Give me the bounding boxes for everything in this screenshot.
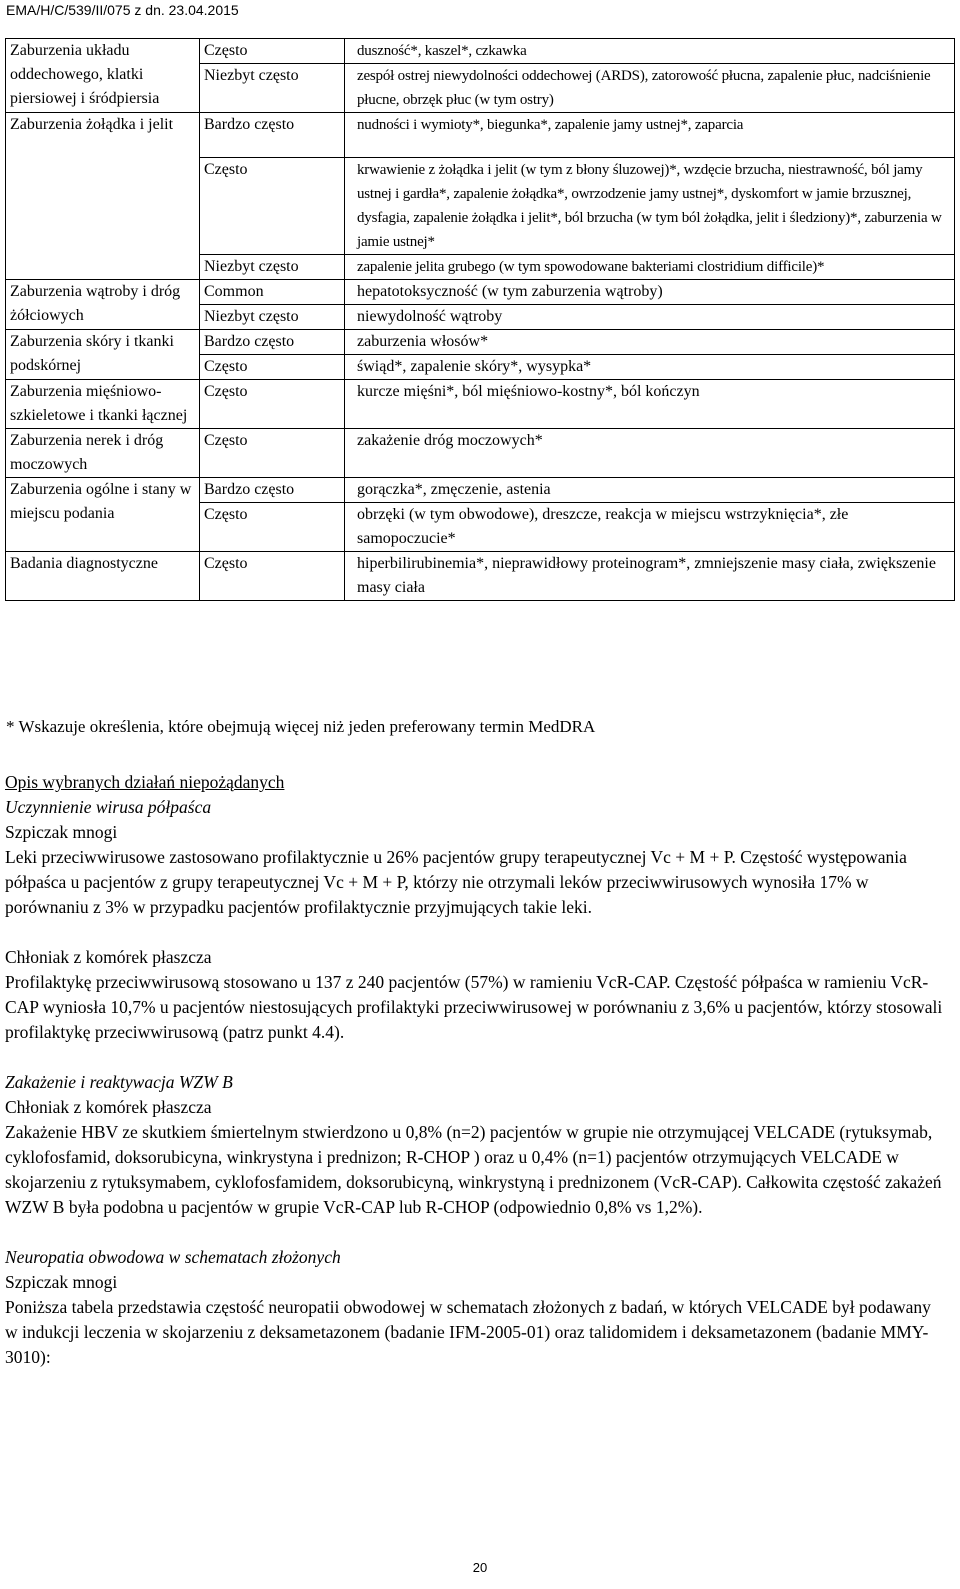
indication-label: Chłoniak z komórek płaszcza <box>5 1097 212 1117</box>
section-heading: Opis wybranych działań niepożądanych <box>5 772 285 792</box>
table-row <box>6 280 955 305</box>
soc-cell: Zaburzenia wątroby i dróg żółciowych <box>6 280 200 330</box>
frequency-cell: Niezbyt często <box>200 305 345 330</box>
frequency-cell: Niezbyt często <box>200 255 345 280</box>
document-reference: EMA/H/C/539/II/075 z dn. 23.04.2015 <box>6 2 239 18</box>
events-cell: zapalenie jelita grubego (w tym spowodowane bakteriami clostridium difficile)* <box>345 255 955 280</box>
frequency-cell: Bardzo często <box>200 113 345 158</box>
soc-cell: Badania diagnostyczne <box>6 552 200 601</box>
events-cell: hepatotoksyczność (w tym zaburzenia wątroby) <box>345 280 955 305</box>
frequency-cell: Często <box>200 429 345 478</box>
events-cell: krwawienie z żołądka i jelit (w tym z błony śluzowej)*, wzdęcie brzucha, niestrawność, ból jamy ustnej i gardła*, zapalenie żołądka*, owrzodzenie jamy ustnej*, dyskomfort w jamie brzusznej, dysfagia, zapalenie żołądka i jelit*, ból brzucha (w tym ból żołądka, jelit i śledziony)*, zaburzenia w jamie ustnej* <box>345 158 955 255</box>
table-footnote: * Wskazuje określenia, które obejmują więcej niż jeden preferowany termin MedDRA <box>6 717 596 736</box>
subsection-title: Neuropatia obwodowa w schematach złożonych <box>5 1247 341 1267</box>
events-cell: duszność*, kaszel*, czkawka <box>345 39 955 64</box>
soc-cell: Zaburzenia ogólne i stany w miejscu podania <box>6 478 200 552</box>
table-row <box>6 429 955 478</box>
frequency-cell: Często <box>200 380 345 429</box>
indication-label: Szpiczak mnogi <box>5 1272 118 1292</box>
events-cell: kurcze mięśni*, ból mięśniowo-kostny*, ból kończyn <box>345 380 955 429</box>
section-text <box>5 770 947 1370</box>
paragraph: Leki przeciwwirusowe zastosowano profilaktycznie u 26% pacjentów grupy terapeutycznej Vc + M + P. Częstość występowania półpaśca u pacjentów z grupy terapeutycznej Vc + M + P, którzy nie otrzymali leków przeciwwirusowych wynosiła 17% w porównaniu z 3% w przypadku pacjentów profilaktycznie przyjmujących takie leki. <box>5 847 907 917</box>
indication-label: Szpiczak mnogi <box>5 822 118 842</box>
indication-label: Chłoniak z komórek płaszcza <box>5 947 212 967</box>
events-cell: świąd*, zapalenie skóry*, wysypka* <box>345 355 955 380</box>
frequency-cell: Często <box>200 503 345 552</box>
table-row <box>6 113 955 158</box>
frequency-cell: Bardzo często <box>200 478 345 503</box>
events-cell: hiperbilirubinemia*, nieprawidłowy proteinogram*, zmniejszenie masy ciała, zwiększenie masy ciała <box>345 552 955 601</box>
frequency-cell: Często <box>200 158 345 255</box>
frequency-cell: Często <box>200 552 345 601</box>
table-row <box>6 380 955 429</box>
table-row <box>6 478 955 503</box>
table-row <box>6 552 955 601</box>
subsection-title: Uczynnienie wirusa półpaśca <box>5 797 212 817</box>
events-cell: nudności i wymioty*, biegunka*, zapalenie jamy ustnej*, zaparcia <box>345 113 955 158</box>
frequency-cell: Często <box>200 39 345 64</box>
page-number: 20 <box>472 1560 488 1575</box>
events-cell: zespół ostrej niewydolności oddechowej (ARDS), zatorowość płucna, zapalenie płuc, nadciśnienie płucne, obrzęk płuc (w tym ostry) <box>345 64 955 113</box>
events-cell: niewydolność wątroby <box>345 305 955 330</box>
soc-cell: Zaburzenia skóry i tkanki podskórnej <box>6 330 200 380</box>
frequency-cell: Często <box>200 355 345 380</box>
events-cell: gorączka*, zmęczenie, astenia <box>345 478 955 503</box>
frequency-cell: Bardzo często <box>200 330 345 355</box>
frequency-cell: Niezbyt często <box>200 64 345 113</box>
soc-cell: Zaburzenia żołądka i jelit <box>6 113 200 280</box>
paragraph: Zakażenie HBV ze skutkiem śmiertelnym stwierdzono u 0,8% (n=2) pacjentów w grupie nie otrzymującej VELCADE (rytuksymab, cyklofosfamid, doksorubicyna, winkrystyna i prednizon; R-CHOP ) oraz u 0,4% (n=1) pacjentów otrzymujących VELCADE w skojarzeniu z rytuksymabem, cyklofosfamidem, doksorubicyną, winkrystyną i prednizonem (VcR-CAP). Całkowita częstość zakażeń WZW B była podobna u pacjentów w grupie VcR-CAP lub R-CHOP (odpowiednio 0,8% vs 1,2%). <box>5 1122 942 1217</box>
soc-cell: Zaburzenia nerek i dróg moczowych <box>6 429 200 478</box>
table-row <box>6 39 955 64</box>
paragraph: Profilaktykę przeciwwirusową stosowano u 137 z 240 pacjentów (57%) w ramieniu VcR-CAP. Częstość półpaśca w ramieniu VcR-CAP wyniosła 10,7% u pacjentów niestosujących profilaktyki przeciwwirusowej w porównaniu z 3,6% u pacjentów, którzy stosowali profilaktykę przeciwwirusową (patrz punkt 4.4). <box>5 972 943 1042</box>
frequency-cell: Common <box>200 280 345 305</box>
events-cell: zaburzenia włosów* <box>345 330 955 355</box>
soc-cell: Zaburzenia mięśniowo-szkieletowe i tkanki łącznej <box>6 380 200 429</box>
events-cell: zakażenie dróg moczowych* <box>345 429 955 478</box>
subsection-title: Zakażenie i reaktywacja WZW B <box>5 1072 233 1092</box>
soc-cell: Zaburzenia układu oddechowego, klatki piersiowej i śródpiersia <box>6 39 200 113</box>
events-cell: obrzęki (w tym obwodowe), dreszcze, reakcja w miejscu wstrzyknięcia*, złe samopoczucie* <box>345 503 955 552</box>
paragraph: Poniższa tabela przedstawia częstość neuropatii obwodowej w schematach złożonych z badań, w których VELCADE był podawany w indukcji leczenia w skojarzeniu z deksametazonem (badanie IFM-2005-01) oraz talidomidem i deksametazonem (badanie MMY-3010): <box>5 1297 931 1367</box>
adverse-reactions-table <box>5 38 955 601</box>
table-row <box>6 330 955 355</box>
